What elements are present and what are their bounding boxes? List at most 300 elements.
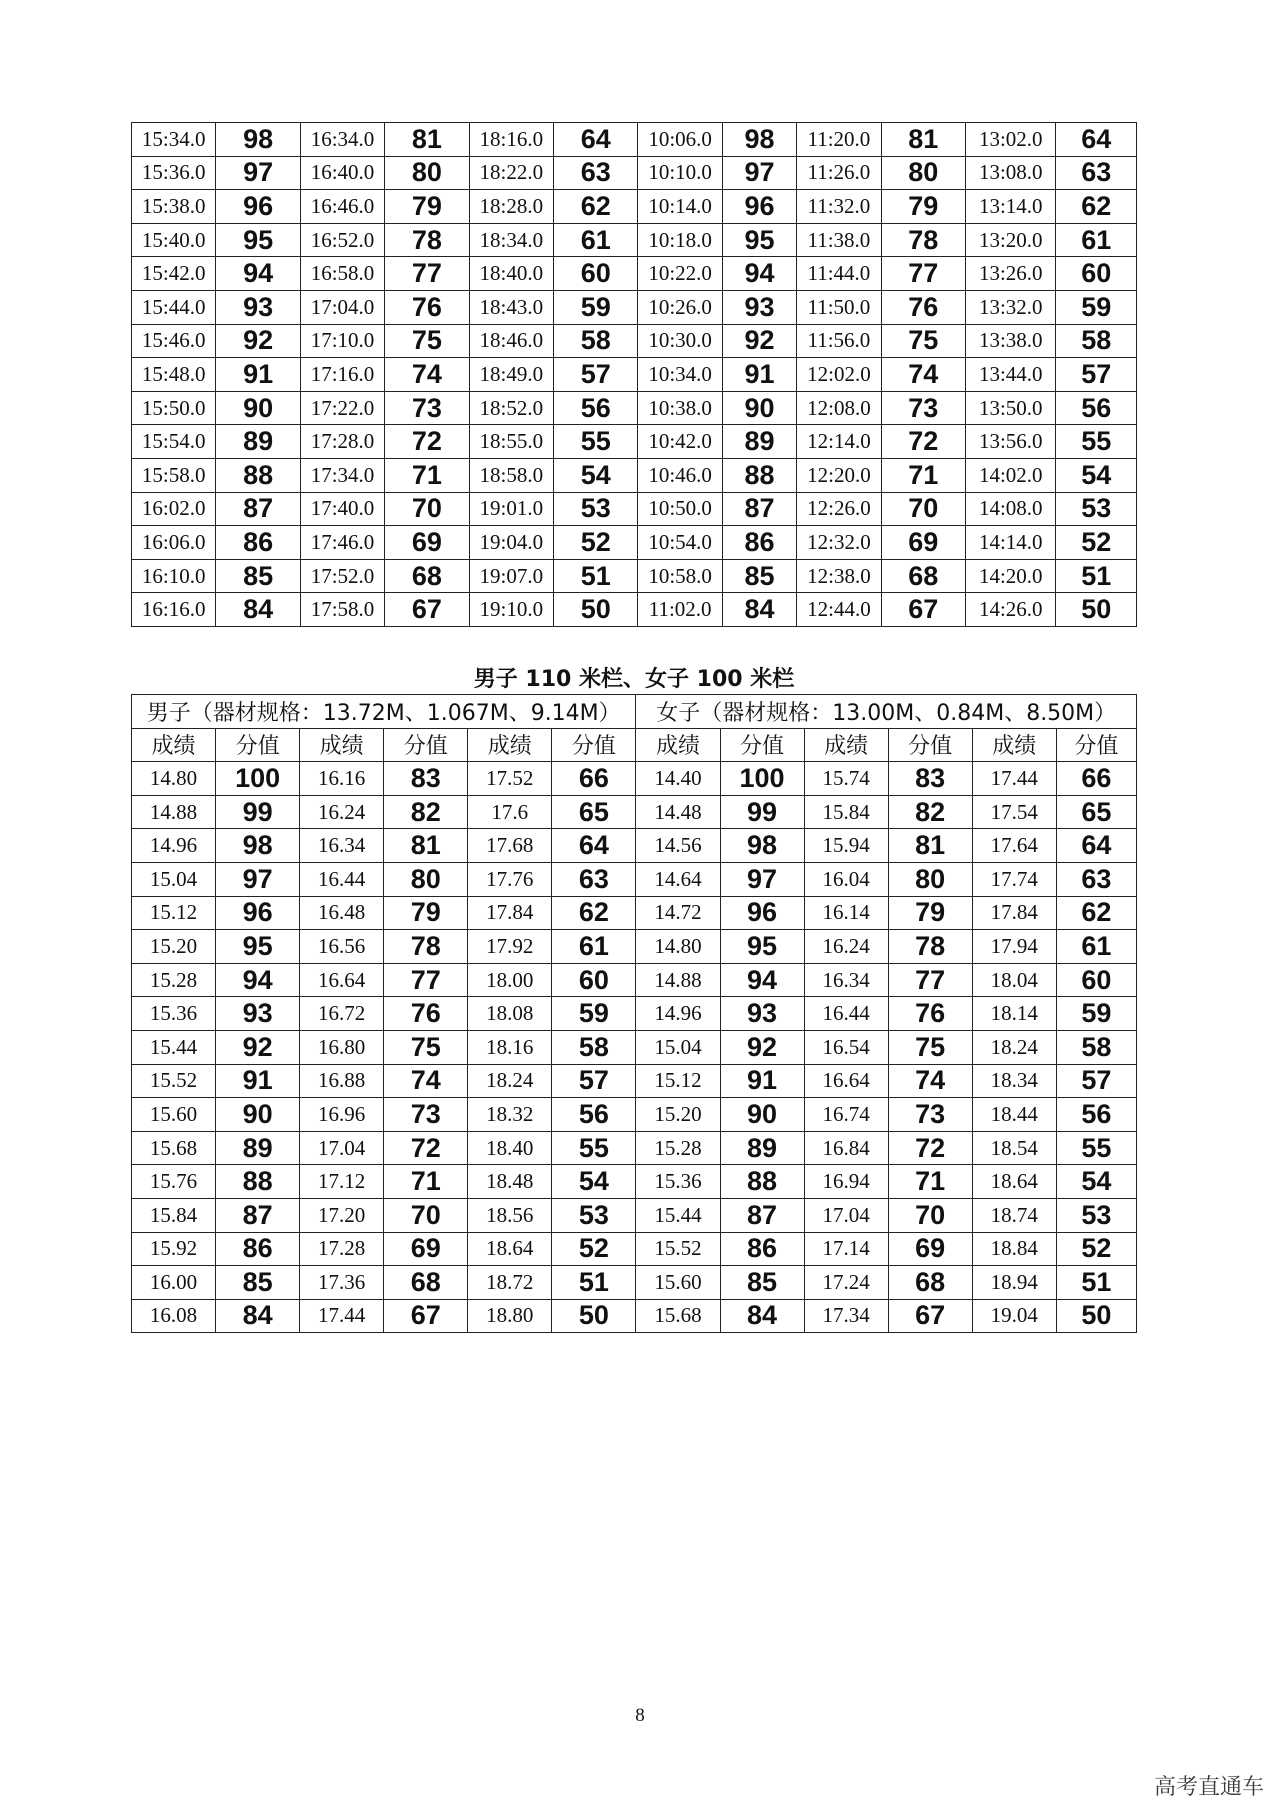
- performance-cell: 18:40.0: [469, 257, 553, 291]
- score-points-cell: 70: [385, 492, 469, 526]
- performance-cell: 12:20.0: [797, 458, 881, 492]
- performance-cell: 10:38.0: [638, 391, 722, 425]
- score-points-cell: 79: [384, 896, 468, 930]
- performance-cell: 15.68: [132, 1131, 216, 1165]
- performance-cell: 15:54.0: [132, 425, 216, 459]
- performance-cell: 16:40.0: [300, 156, 384, 190]
- performance-cell: 17:22.0: [300, 391, 384, 425]
- score-points-cell: 94: [722, 257, 796, 291]
- score-points-cell: 81: [881, 123, 965, 157]
- score-points-cell: 96: [722, 190, 796, 224]
- performance-cell: 19:04.0: [469, 526, 553, 560]
- score-points-cell: 87: [216, 492, 300, 526]
- performance-cell: 13:20.0: [966, 223, 1056, 257]
- performance-cell: 14:20.0: [966, 559, 1056, 593]
- table-row: [132, 526, 1137, 560]
- score-points-cell: 65: [1056, 795, 1136, 829]
- score-points-cell: 72: [881, 425, 965, 459]
- performance-cell: 10:42.0: [638, 425, 722, 459]
- table-row: [132, 1232, 1137, 1266]
- performance-cell: 14:14.0: [966, 526, 1056, 560]
- performance-cell: 14.88: [636, 963, 720, 997]
- performance-cell: 17:52.0: [300, 559, 384, 593]
- performance-cell: 17.28: [300, 1232, 384, 1266]
- score-points-cell: 86: [216, 1232, 300, 1266]
- performance-cell: 18.40: [468, 1131, 552, 1165]
- score-points-cell: 86: [720, 1232, 804, 1266]
- score-points-cell: 70: [881, 492, 965, 526]
- score-points-cell: 71: [385, 458, 469, 492]
- column-header-points: 分值: [216, 728, 300, 762]
- performance-cell: 10:18.0: [638, 223, 722, 257]
- performance-cell: 16.54: [804, 1030, 888, 1064]
- table-row: [132, 391, 1137, 425]
- performance-cell: 10:10.0: [638, 156, 722, 190]
- performance-cell: 19.04: [972, 1299, 1056, 1333]
- score-points-cell: 67: [384, 1299, 468, 1333]
- table-row: [132, 896, 1137, 930]
- score-points-cell: 99: [216, 795, 300, 829]
- performance-cell: 14:08.0: [966, 492, 1056, 526]
- performance-cell: 15.28: [636, 1131, 720, 1165]
- score-points-cell: 61: [1056, 223, 1137, 257]
- score-points-cell: 54: [554, 458, 638, 492]
- column-header-points: 分值: [1056, 728, 1136, 762]
- score-points-cell: 92: [216, 1030, 300, 1064]
- performance-cell: 15:58.0: [132, 458, 216, 492]
- column-header-performance: 成绩: [132, 728, 216, 762]
- performance-cell: 17.36: [300, 1266, 384, 1300]
- score-points-cell: 95: [216, 223, 300, 257]
- performance-cell: 14.80: [132, 762, 216, 796]
- score-points-cell: 58: [1056, 324, 1137, 358]
- score-points-cell: 85: [722, 559, 796, 593]
- score-points-cell: 72: [385, 425, 469, 459]
- score-points-cell: 64: [1056, 829, 1136, 863]
- score-points-cell: 76: [385, 290, 469, 324]
- score-points-cell: 75: [385, 324, 469, 358]
- score-points-cell: 93: [216, 290, 300, 324]
- score-points-cell: 62: [554, 190, 638, 224]
- performance-cell: 12:14.0: [797, 425, 881, 459]
- performance-cell: 18:58.0: [469, 458, 553, 492]
- performance-cell: 15.44: [636, 1198, 720, 1232]
- score-points-cell: 67: [888, 1299, 972, 1333]
- performance-cell: 16.24: [300, 795, 384, 829]
- performance-cell: 15.44: [132, 1030, 216, 1064]
- performance-cell: 13:26.0: [966, 257, 1056, 291]
- score-points-cell: 72: [888, 1131, 972, 1165]
- table-row: [132, 1098, 1137, 1132]
- score-points-cell: 68: [881, 559, 965, 593]
- performance-cell: 16.64: [804, 1064, 888, 1098]
- score-points-cell: 51: [554, 559, 638, 593]
- performance-cell: 16.64: [300, 963, 384, 997]
- performance-cell: 11:32.0: [797, 190, 881, 224]
- score-points-cell: 96: [720, 896, 804, 930]
- performance-cell: 16.72: [300, 997, 384, 1031]
- female-group-header: 女子（器材规格：13.00M、0.84M、8.50M）: [636, 695, 1137, 729]
- performance-cell: 16.80: [300, 1030, 384, 1064]
- score-points-cell: 74: [881, 358, 965, 392]
- performance-cell: 16:46.0: [300, 190, 384, 224]
- score-points-cell: 50: [1056, 1299, 1136, 1333]
- score-points-cell: 100: [720, 762, 804, 796]
- performance-cell: 18.00: [468, 963, 552, 997]
- score-points-cell: 98: [216, 123, 300, 157]
- performance-cell: 10:26.0: [638, 290, 722, 324]
- performance-cell: 14.64: [636, 862, 720, 896]
- performance-cell: 15:34.0: [132, 123, 216, 157]
- score-points-cell: 89: [216, 1131, 300, 1165]
- score-points-cell: 55: [1056, 425, 1137, 459]
- performance-cell: 12:32.0: [797, 526, 881, 560]
- performance-cell: 18.64: [972, 1165, 1056, 1199]
- score-points-cell: 72: [384, 1131, 468, 1165]
- table-row: [132, 1030, 1137, 1064]
- score-points-cell: 83: [384, 762, 468, 796]
- score-points-cell: 71: [384, 1165, 468, 1199]
- performance-cell: 17.14: [804, 1232, 888, 1266]
- score-points-cell: 91: [720, 1064, 804, 1098]
- watermark-text: 高考直通车: [1153, 1775, 1264, 1800]
- running-score-table-body: [132, 123, 1137, 627]
- performance-cell: 13:38.0: [966, 324, 1056, 358]
- performance-cell: 17:34.0: [300, 458, 384, 492]
- score-points-cell: 73: [385, 391, 469, 425]
- score-points-cell: 71: [888, 1165, 972, 1199]
- performance-cell: 10:54.0: [638, 526, 722, 560]
- column-header-points: 分值: [720, 728, 804, 762]
- score-points-cell: 84: [720, 1299, 804, 1333]
- performance-cell: 16.08: [132, 1299, 216, 1333]
- performance-cell: 14.88: [132, 795, 216, 829]
- table-row: [132, 762, 1137, 796]
- performance-cell: 17.34: [804, 1299, 888, 1333]
- performance-cell: 17.12: [300, 1165, 384, 1199]
- performance-cell: 18:34.0: [469, 223, 553, 257]
- score-points-cell: 98: [720, 829, 804, 863]
- performance-cell: 15.74: [804, 762, 888, 796]
- score-points-cell: 76: [384, 997, 468, 1031]
- score-points-cell: 94: [216, 257, 300, 291]
- score-points-cell: 89: [722, 425, 796, 459]
- score-points-cell: 88: [216, 458, 300, 492]
- performance-cell: 17.24: [804, 1266, 888, 1300]
- performance-cell: 10:46.0: [638, 458, 722, 492]
- score-points-cell: 59: [552, 997, 636, 1031]
- score-points-cell: 76: [881, 290, 965, 324]
- performance-cell: 17:46.0: [300, 526, 384, 560]
- score-points-cell: 98: [722, 123, 796, 157]
- score-points-cell: 85: [720, 1266, 804, 1300]
- score-points-cell: 53: [552, 1198, 636, 1232]
- performance-cell: 16:10.0: [132, 559, 216, 593]
- score-points-cell: 100: [216, 762, 300, 796]
- score-points-cell: 57: [554, 358, 638, 392]
- column-header-points: 分值: [552, 728, 636, 762]
- score-points-cell: 70: [888, 1198, 972, 1232]
- performance-cell: 15.76: [132, 1165, 216, 1199]
- performance-cell: 17.84: [972, 896, 1056, 930]
- performance-cell: 15.36: [636, 1165, 720, 1199]
- score-points-cell: 65: [552, 795, 636, 829]
- performance-cell: 18.34: [972, 1064, 1056, 1098]
- table-row: [132, 1165, 1137, 1199]
- performance-cell: 13:44.0: [966, 358, 1056, 392]
- score-points-cell: 53: [1056, 492, 1137, 526]
- performance-cell: 17.52: [468, 762, 552, 796]
- performance-cell: 16.88: [300, 1064, 384, 1098]
- performance-cell: 11:26.0: [797, 156, 881, 190]
- performance-cell: 15.28: [132, 963, 216, 997]
- performance-cell: 16.44: [804, 997, 888, 1031]
- performance-cell: 19:07.0: [469, 559, 553, 593]
- score-points-cell: 69: [385, 526, 469, 560]
- performance-cell: 15.68: [636, 1299, 720, 1333]
- performance-cell: 15.04: [132, 862, 216, 896]
- score-points-cell: 68: [384, 1266, 468, 1300]
- performance-cell: 16.84: [804, 1131, 888, 1165]
- table-row: [132, 123, 1137, 157]
- performance-cell: 14.72: [636, 896, 720, 930]
- performance-cell: 11:44.0: [797, 257, 881, 291]
- performance-cell: 11:20.0: [797, 123, 881, 157]
- hurdles-score-table-body: [132, 695, 1137, 1333]
- performance-cell: 16.00: [132, 1266, 216, 1300]
- performance-cell: 17.76: [468, 862, 552, 896]
- score-points-cell: 74: [385, 358, 469, 392]
- table-row: [132, 458, 1137, 492]
- score-points-cell: 54: [1056, 1165, 1136, 1199]
- performance-cell: 18.84: [972, 1232, 1056, 1266]
- male-group-header: 男子（器材规格：13.72M、1.067M、9.14M）: [132, 695, 636, 729]
- performance-cell: 15.36: [132, 997, 216, 1031]
- performance-cell: 17:04.0: [300, 290, 384, 324]
- score-points-cell: 88: [720, 1165, 804, 1199]
- performance-cell: 16.56: [300, 930, 384, 964]
- score-points-cell: 87: [216, 1198, 300, 1232]
- performance-cell: 15.52: [636, 1232, 720, 1266]
- performance-cell: 18:46.0: [469, 324, 553, 358]
- table-row: [132, 795, 1137, 829]
- performance-cell: 15.94: [804, 829, 888, 863]
- column-header-points: 分值: [888, 728, 972, 762]
- score-points-cell: 90: [720, 1098, 804, 1132]
- performance-cell: 16.74: [804, 1098, 888, 1132]
- performance-cell: 16.16: [300, 762, 384, 796]
- performance-cell: 10:22.0: [638, 257, 722, 291]
- score-points-cell: 87: [720, 1198, 804, 1232]
- performance-cell: 10:58.0: [638, 559, 722, 593]
- score-points-cell: 59: [554, 290, 638, 324]
- score-points-cell: 75: [384, 1030, 468, 1064]
- hurdles-score-table: [131, 694, 1137, 1333]
- score-points-cell: 89: [216, 425, 300, 459]
- performance-cell: 17.84: [468, 896, 552, 930]
- table-row: [132, 930, 1137, 964]
- table-row: [132, 862, 1137, 896]
- performance-cell: 14.96: [132, 829, 216, 863]
- performance-cell: 16.24: [804, 930, 888, 964]
- score-points-cell: 75: [881, 324, 965, 358]
- score-points-cell: 96: [216, 190, 300, 224]
- score-points-cell: 67: [881, 593, 965, 627]
- performance-cell: 15:44.0: [132, 290, 216, 324]
- performance-cell: 17.44: [972, 762, 1056, 796]
- table-row: [132, 1198, 1137, 1232]
- performance-cell: 17.74: [972, 862, 1056, 896]
- score-points-cell: 66: [552, 762, 636, 796]
- performance-cell: 15.60: [636, 1266, 720, 1300]
- score-points-cell: 52: [554, 526, 638, 560]
- score-points-cell: 80: [385, 156, 469, 190]
- score-points-cell: 89: [720, 1131, 804, 1165]
- score-points-cell: 88: [216, 1165, 300, 1199]
- score-points-cell: 55: [1056, 1131, 1136, 1165]
- performance-cell: 18.44: [972, 1098, 1056, 1132]
- performance-cell: 15:50.0: [132, 391, 216, 425]
- performance-cell: 18.80: [468, 1299, 552, 1333]
- performance-cell: 17.6: [468, 795, 552, 829]
- performance-cell: 13:14.0: [966, 190, 1056, 224]
- score-points-cell: 86: [216, 526, 300, 560]
- performance-cell: 10:30.0: [638, 324, 722, 358]
- score-points-cell: 56: [1056, 1098, 1136, 1132]
- performance-cell: 18.16: [468, 1030, 552, 1064]
- score-points-cell: 95: [216, 930, 300, 964]
- performance-cell: 13:50.0: [966, 391, 1056, 425]
- score-points-cell: 97: [720, 862, 804, 896]
- score-points-cell: 60: [552, 963, 636, 997]
- performance-cell: 10:50.0: [638, 492, 722, 526]
- score-points-cell: 56: [554, 391, 638, 425]
- table-row: [132, 1064, 1137, 1098]
- performance-cell: 14:26.0: [966, 593, 1056, 627]
- score-points-cell: 54: [552, 1165, 636, 1199]
- column-header-performance: 成绩: [636, 728, 720, 762]
- score-points-cell: 51: [1056, 1266, 1136, 1300]
- score-points-cell: 62: [552, 896, 636, 930]
- score-points-cell: 95: [722, 223, 796, 257]
- running-score-table-continued: [131, 122, 1137, 627]
- score-points-cell: 73: [881, 391, 965, 425]
- performance-cell: 10:34.0: [638, 358, 722, 392]
- table-row: [132, 358, 1137, 392]
- page-number: 8: [635, 1705, 645, 1726]
- performance-cell: 16.44: [300, 862, 384, 896]
- score-points-cell: 52: [1056, 1232, 1136, 1266]
- performance-cell: 15.12: [132, 896, 216, 930]
- performance-cell: 18.94: [972, 1266, 1056, 1300]
- performance-cell: 16:02.0: [132, 492, 216, 526]
- performance-cell: 11:56.0: [797, 324, 881, 358]
- score-points-cell: 56: [1056, 391, 1137, 425]
- score-points-cell: 61: [1056, 930, 1136, 964]
- performance-cell: 19:01.0: [469, 492, 553, 526]
- performance-cell: 17:40.0: [300, 492, 384, 526]
- performance-cell: 15.52: [132, 1064, 216, 1098]
- performance-cell: 11:50.0: [797, 290, 881, 324]
- score-points-cell: 60: [554, 257, 638, 291]
- score-points-cell: 85: [216, 559, 300, 593]
- table-row: [132, 1266, 1137, 1300]
- score-points-cell: 90: [722, 391, 796, 425]
- score-points-cell: 63: [1056, 156, 1137, 190]
- score-points-cell: 69: [384, 1232, 468, 1266]
- score-points-cell: 97: [216, 862, 300, 896]
- score-points-cell: 58: [554, 324, 638, 358]
- score-points-cell: 79: [385, 190, 469, 224]
- performance-cell: 15.92: [132, 1232, 216, 1266]
- score-points-cell: 63: [554, 156, 638, 190]
- score-points-cell: 94: [720, 963, 804, 997]
- score-points-cell: 88: [722, 458, 796, 492]
- score-points-cell: 78: [385, 223, 469, 257]
- performance-cell: 16:58.0: [300, 257, 384, 291]
- score-points-cell: 70: [384, 1198, 468, 1232]
- performance-cell: 17.68: [468, 829, 552, 863]
- table-row: [132, 223, 1137, 257]
- score-points-cell: 63: [1056, 862, 1136, 896]
- score-points-cell: 80: [881, 156, 965, 190]
- score-points-cell: 81: [384, 829, 468, 863]
- performance-cell: 12:38.0: [797, 559, 881, 593]
- performance-cell: 14.56: [636, 829, 720, 863]
- performance-cell: 16.48: [300, 896, 384, 930]
- score-points-cell: 74: [888, 1064, 972, 1098]
- performance-cell: 15:36.0: [132, 156, 216, 190]
- performance-cell: 15.20: [636, 1098, 720, 1132]
- score-points-cell: 90: [216, 1098, 300, 1132]
- score-points-cell: 82: [888, 795, 972, 829]
- score-points-cell: 84: [722, 593, 796, 627]
- table-row: [132, 963, 1137, 997]
- table-row: [132, 492, 1137, 526]
- score-points-cell: 59: [1056, 997, 1136, 1031]
- score-points-cell: 73: [384, 1098, 468, 1132]
- performance-cell: 12:08.0: [797, 391, 881, 425]
- performance-cell: 12:26.0: [797, 492, 881, 526]
- score-points-cell: 77: [881, 257, 965, 291]
- score-points-cell: 77: [385, 257, 469, 291]
- performance-cell: 13:32.0: [966, 290, 1056, 324]
- score-points-cell: 61: [552, 930, 636, 964]
- score-points-cell: 79: [888, 896, 972, 930]
- performance-cell: 17:58.0: [300, 593, 384, 627]
- performance-cell: 15:46.0: [132, 324, 216, 358]
- score-points-cell: 96: [216, 896, 300, 930]
- score-points-cell: 97: [216, 156, 300, 190]
- performance-cell: 18.56: [468, 1198, 552, 1232]
- score-points-cell: 93: [216, 997, 300, 1031]
- score-points-cell: 50: [1056, 593, 1137, 627]
- performance-cell: 16.14: [804, 896, 888, 930]
- score-points-cell: 62: [1056, 190, 1137, 224]
- score-points-cell: 74: [384, 1064, 468, 1098]
- score-points-cell: 78: [881, 223, 965, 257]
- score-points-cell: 91: [722, 358, 796, 392]
- column-header-performance: 成绩: [468, 728, 552, 762]
- score-points-cell: 68: [888, 1266, 972, 1300]
- score-points-cell: 51: [552, 1266, 636, 1300]
- performance-cell: 14.96: [636, 997, 720, 1031]
- performance-cell: 17.92: [468, 930, 552, 964]
- performance-cell: 16.34: [804, 963, 888, 997]
- score-points-cell: 64: [552, 829, 636, 863]
- performance-cell: 18:22.0: [469, 156, 553, 190]
- performance-cell: 11:02.0: [638, 593, 722, 627]
